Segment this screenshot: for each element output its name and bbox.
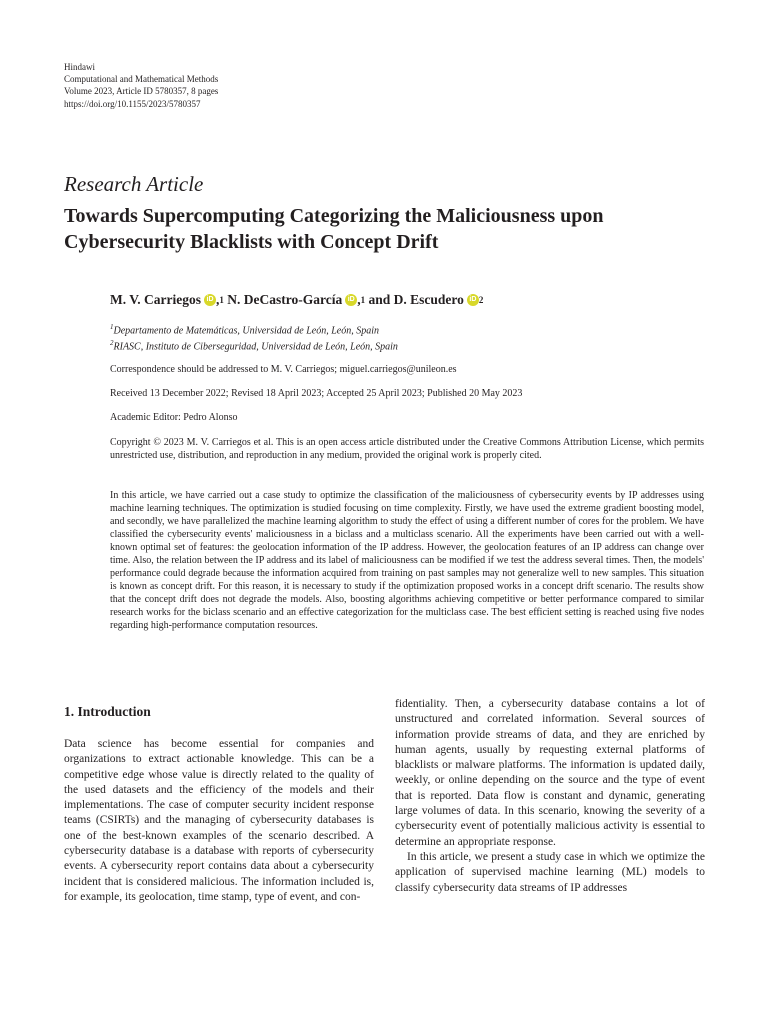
body-paragraph: In this article, we present a study case in which we optimize the application of supervised machine learning (ML) models to classify cybersecurity data streams of IP addresses — [395, 850, 705, 894]
author-separator: , — [216, 292, 220, 307]
abstract: In this article, we have carried out a case study to optimize the classification of the maliciousness of cybersecurity events by IP addresses using machine learning techniques. The optimization is studied focusing on time complexity. Firstly, we have used the extreme gradient boosting model, and secondly, we have parallelized the machine learning algorithm to study the effect of using a different number of cores for the problem. We have classified the cybersecurity events' maliciousness in a biclass and a multiclass scenario. All the experiments have been carried out with a well-known optimal set of features: the geolocation information of the IP address. However, the geolocation features of an IP address can change over time. Also, the relation between the IP address and its label of maliciousness can be modified if we test the address several times. Then, the models' performance could degrade because the information acquired from training on past samples may not generalize well to new samples. This situation is known as concept drift. For this reason, it is necessary to study if the optimization proposed works in a concept drift scenario. The results show that the concept drift does not degrade the models. Also, boosting algorithms achieving competitive or better performance compared to similar research works for the biclass scenario and an effective categorization for the multiclass case. The best efficient setting is reached using five nodes regarding high-performance computation resources. — [110, 490, 704, 631]
volume-info: Volume 2023, Article ID 5780357, 8 pages — [64, 86, 219, 97]
publication-dates: Received 13 December 2022; Revised 18 April 2023; Accepted 25 April 2023; Published 20 May 2023 — [110, 388, 523, 399]
journal-name: Computational and Mathematical Methods — [64, 74, 219, 85]
orcid-icon[interactable]: iD — [467, 294, 479, 306]
orcid-icon[interactable]: iD — [345, 294, 357, 306]
author-name: D. Escudero — [393, 292, 464, 307]
title-line-1: Towards Supercomputing Categorizing the Maliciousness upon — [64, 205, 604, 227]
author-list — [110, 292, 483, 308]
publisher-name: Hindawi — [64, 62, 95, 72]
affiliation-item: $^1$Departamento de Matemáticas, Universidad de León, León, Spain — [110, 323, 380, 337]
author-name: M. V. Carriegos — [110, 292, 201, 307]
author-affiliation-mark: 2 — [478, 295, 484, 305]
journal-header — [64, 61, 218, 110]
correspondence: Correspondence should be addressed to M. V. Carriegos; miguel.carriegos@unileon.es — [110, 364, 457, 375]
academic-editor: Academic Editor: Pedro Alonso — [110, 412, 238, 423]
author-affiliation-mark: 1 — [360, 295, 366, 305]
affiliations — [110, 321, 704, 354]
copyright-notice: Copyright © 2023 M. V. Carriegos et al. This is an open access article distributed under the Creative Commons Attribution License, which permits unrestricted use, distribution, and reproduction in any medium, provided the original work is properly cited. — [110, 437, 704, 461]
orcid-icon[interactable]: iD — [204, 294, 216, 306]
body-paragraph: Data science has become essential for companies and organizations to extract actionable knowledge. This can be a competitive edge whose value is directly related to the quality of the used datasets and the efficiency of the models and their implementations. The case of computer security incident response teams (CSIRTs) and the managing of cybersecurity databases is one of the best-known examples of the scenario described. A cybersecurity database is a database with reports of cybersecurity events. A cybersecurity report contains data about a cybersecurity incident that is considered malicious. The information included is, for example, its geolocation, time stamp, type of event, and con- — [64, 738, 374, 903]
doi-link[interactable]: https://doi.org/10.1155/2023/5780357 — [64, 98, 201, 109]
article-title — [64, 203, 744, 255]
title-line-2: Cybersecurity Blacklists with Concept Drift — [64, 231, 439, 253]
section-heading: 1. Introduction — [64, 704, 151, 719]
article-type: Research Article — [64, 172, 204, 196]
affiliation-item: $^2$RIASC, Instituto de Ciberseguridad, Universidad de León, León, Spain — [110, 339, 398, 353]
author-separator: and — [365, 292, 394, 307]
author-affiliation-mark: 1 — [219, 295, 224, 305]
author-separator: , — [357, 292, 361, 307]
author-name: N. DeCastro-García — [227, 292, 343, 307]
body-column-right — [395, 697, 705, 896]
body-paragraph: fidentiality. Then, a cybersecurity database contains a lot of unstructured and correlated information. Several sources of information provide streams of data, and they are enriched by human agents, usually by requesting external platforms of blacklists or malware platforms. The information is updated daily, weekly, or online depending on the source and the type of event that is reported. Data flow is constant and dynamic, generating large volumes of data. In this scenario, knowing the severity of a cybersecurity event of potentially malicious activity is essential to determine an appropriate response. — [395, 698, 705, 848]
body-column-left — [64, 737, 374, 905]
